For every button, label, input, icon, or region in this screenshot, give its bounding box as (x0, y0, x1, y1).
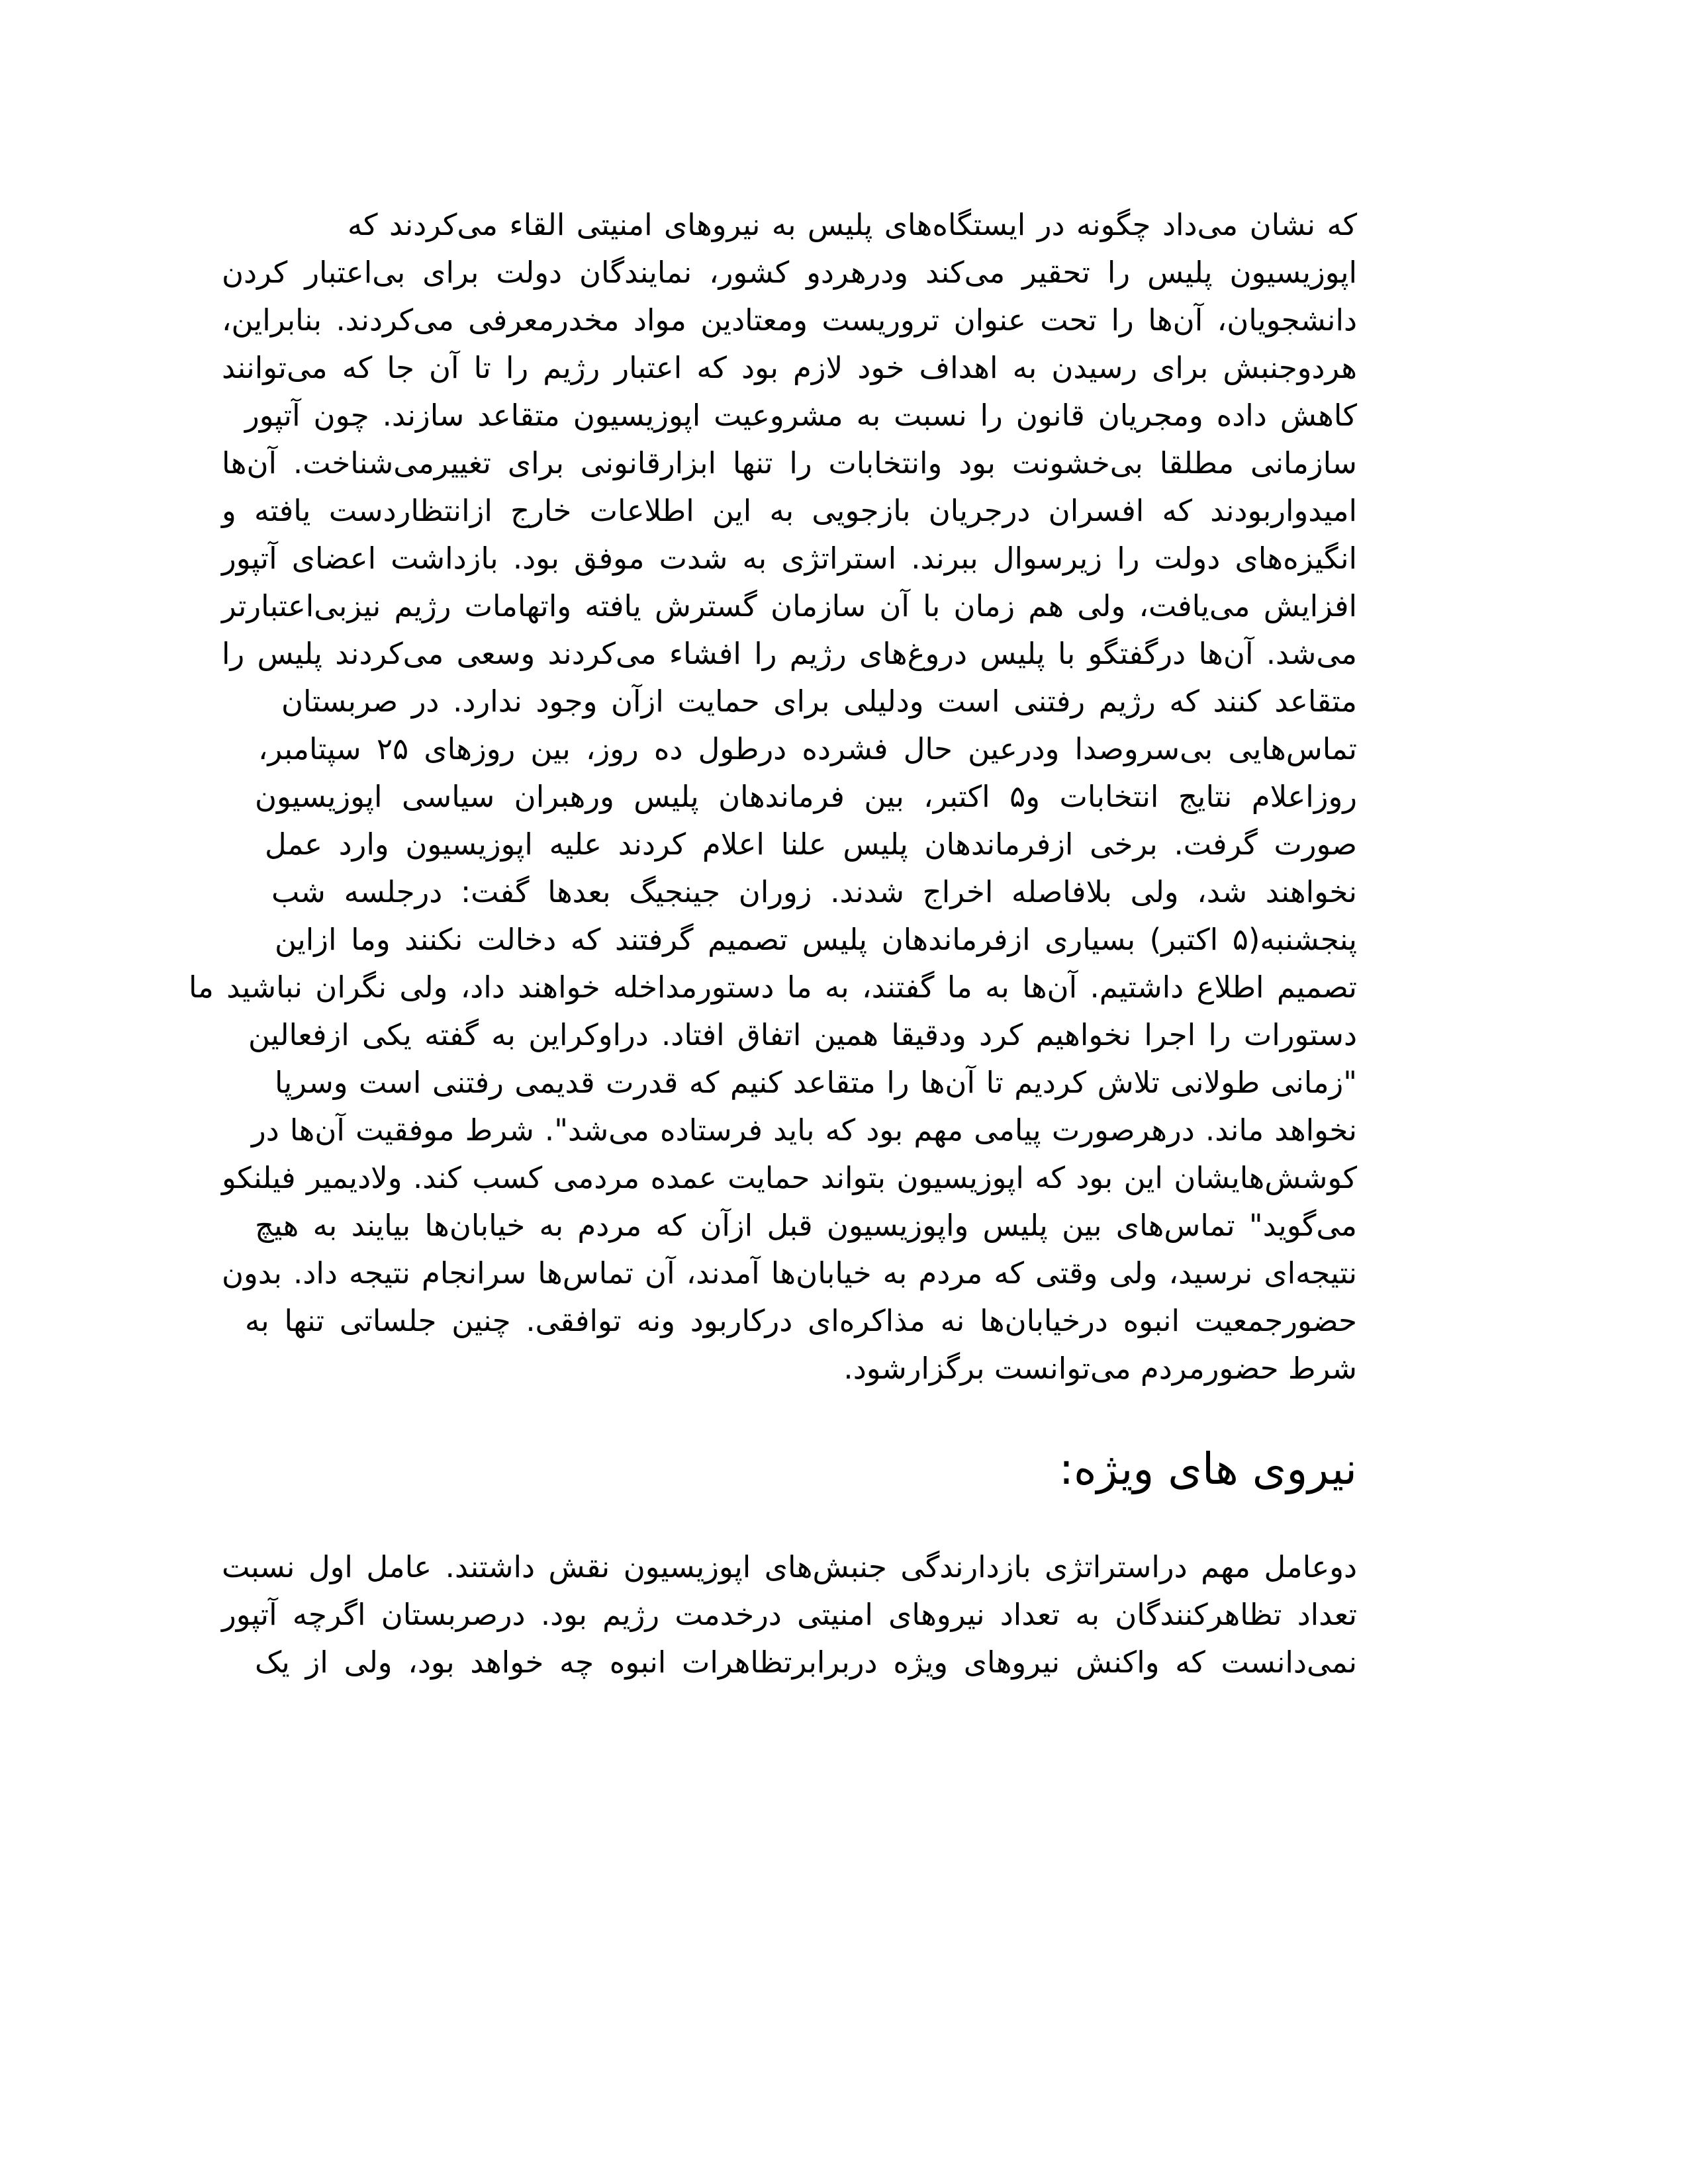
text-line: تصمیم اطلاع داشتیم. آن‌ها به ما گفتند، به ما دستورمداخله خواهند داد، ولی نگران نباشید ما (189, 970, 1357, 1005)
text-line: که نشان می‌داد چگونه در ایستگاه‌های پلیس به نیروهای امنیتی القاء می‌کردند که (348, 207, 1357, 242)
text-line: نخواهد ماند. درهرصورت پیامی مهم بود که باید فرستاده می‌شد". شرط موفقیت آن‌ها در (252, 1113, 1357, 1148)
text-line: تعداد تظاهرکنندگان به تعداد نیروهای امنیتی درخدمت رژیم بود. درصربستان اگرچه آتپور (222, 1597, 1357, 1632)
text-line: تماس‌هایی بی‌سروصدا ودرعین حال فشرده درطول ده روز، بین روزهای ۲۵ سپتامبر، (258, 731, 1357, 766)
text-line: صورت گرفت. برخی ازفرماندهان پلیس علنا اعلام کردند علیه اپوزیسیون وارد عمل (265, 827, 1357, 862)
text-line: کاهش داده ومجریان قانون را نسبت به مشروعیت اپوزیسیون متقاعد سازند. چون آتپور (245, 398, 1357, 433)
text-line: دانشجویان، آن‌ها را تحت عنوان تروریست ومعتادین مواد مخدرمعرفی می‌کردند. بنابراین، (222, 302, 1357, 338)
section-heading: نیروی های ویژه: (1058, 1443, 1357, 1494)
text-line: سازمانی مطلقا بی‌خشونت بود وانتخابات را تنها ابزارقانونی برای تغییرمی‌شناخت. آن‌ها (222, 445, 1357, 480)
text-line: می‌گوید" تماس‌های بین پلیس واپوزیسیون قبل ازآن که مردم به خیابان‌ها بیایند به هیچ (255, 1208, 1357, 1243)
text-line: هردوجنبش برای رسیدن به اهداف خود لازم بود که اعتبار رژیم را تا آن جا که می‌توانند (222, 350, 1357, 385)
text-line: انگیزه‌های دولت را زیرسوال ببرند. استراتژی به شدت موفق بود. بازداشت اعضای آتپور (222, 541, 1357, 576)
text-line: افزایش می‌یافت، ولی هم زمان با آن سازمان گسترش یافته واتهامات رژیم نیزبی‌اعتبارتر (222, 588, 1357, 623)
text-line: دوعامل مهم دراستراتژی بازدارندگی جنبش‌های اپوزیسیون نقش داشتند. عامل اول نسبت (222, 1549, 1357, 1584)
text-line: متقاعد کنند که رژیم رفتنی است ودلیلی برای حمایت ازآن وجود ندارد. در صربستان (281, 684, 1357, 719)
text-line: امیدواربودند که افسران درجریان بازجویی به این اطلاعات خارج ازانتظاردست یافته و (222, 493, 1357, 528)
text-line: اپوزیسیون پلیس را تحقیر می‌کند ودرهردو کشور، نمایندگان دولت برای بی‌اعتبار کردن (222, 255, 1357, 290)
text-line: نتیجه‌ای نرسید، ولی وقتی که مردم به خیابان‌ها آمدند، آن تماس‌ها سرانجام نتیجه داد. بدون (222, 1255, 1357, 1291)
text-line: روزاعلام نتایج انتخابات و۵ اکتبر، بین فرماندهان پلیس ورهبران سیاسی اپوزیسیون (255, 779, 1357, 814)
text-line: می‌شد. آن‌ها درگفتگو با پلیس دروغ‌های رژیم را افشاء می‌کردند وسعی می‌کردند پلیس را (222, 636, 1357, 671)
text-line: پنجشنبه(۵ اکتبر) بسیاری ازفرماندهان پلیس تصمیم گرفتند که دخالت نکنند وما ازاین (275, 922, 1357, 957)
text-line: دستورات را اجرا نخواهیم کرد ودقیقا همین اتفاق افتاد. دراوکراین به گفته یکی ازفعالین (248, 1017, 1357, 1052)
text-line: نمی‌دانست که واکنش نیروهای ویژه دربرابرتظاهرات انبوه چه خواهد بود، ولی از یک (255, 1645, 1357, 1680)
text-line: "زمانی طولانی تلاش کردیم تا آن‌ها را متقاعد کنیم که قدرت قدیمی رفتنی است وسرپا (275, 1065, 1357, 1100)
text-line: حضورجمعیت انبوه درخیابان‌ها نه مذاکره‌ای درکاربود ونه توافقی. چنین جلساتی تنها به (245, 1303, 1357, 1338)
text-line: کوشش‌هایشان این بود که اپوزیسیون بتواند حمایت عمده مردمی کسب کند. ولادیمیر فیلنکو (222, 1160, 1357, 1195)
text-line: شرط حضورمردم می‌توانست برگزارشود. (843, 1351, 1357, 1386)
text-line: نخواهند شد، ولی بلافاصله اخراج شدند. زوران جینجیگ بعدها گفت: درجلسه شب (271, 874, 1357, 909)
